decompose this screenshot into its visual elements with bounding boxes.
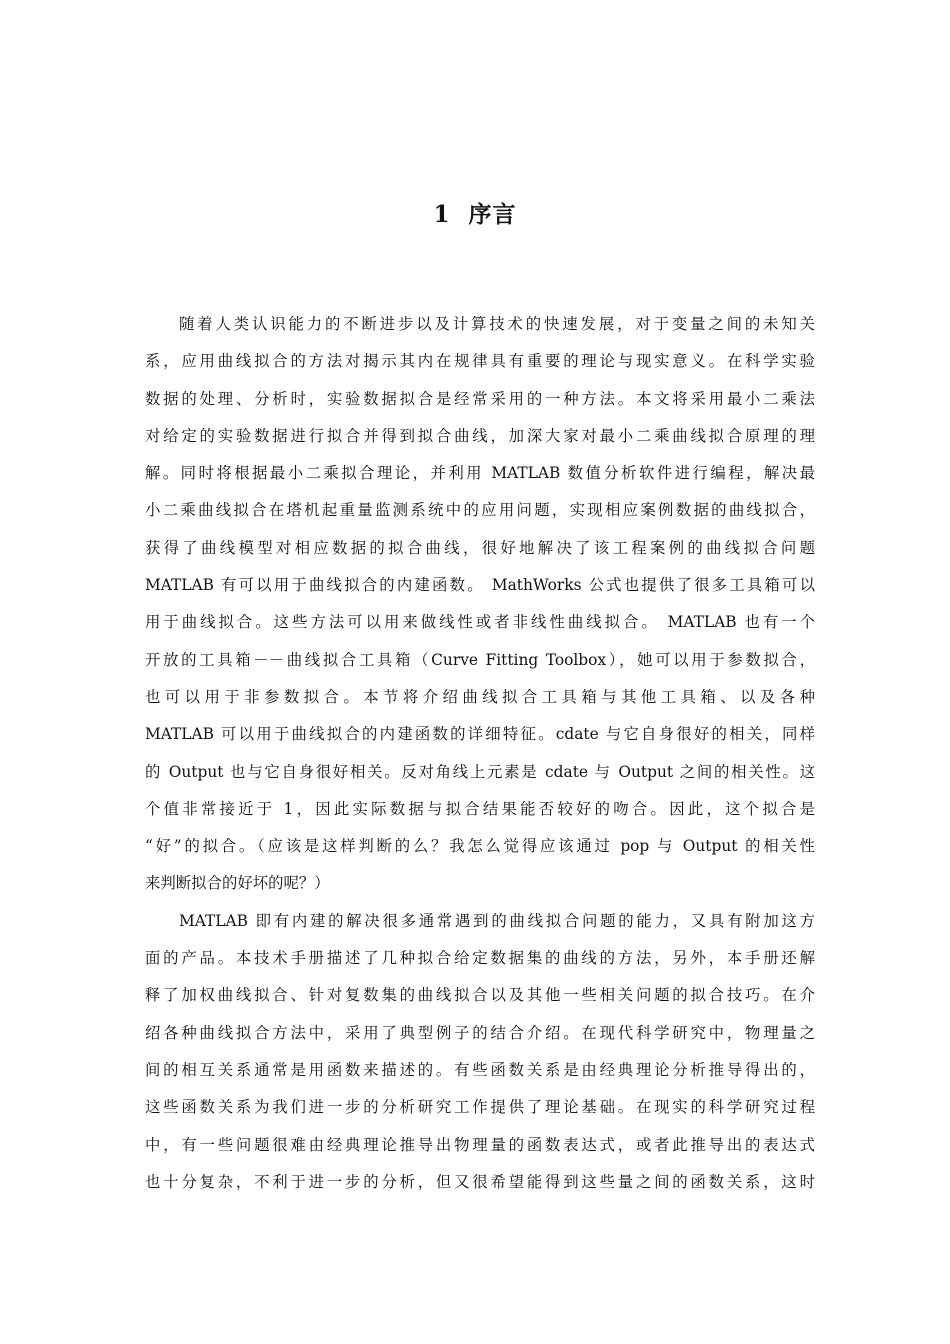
paragraph-line: 绍各种曲线拟合方法中，采用了典型例子的结合介绍。在现代科学研究中，物理量之 — [145, 1023, 815, 1042]
paragraph-line: 随着人类认识能力的不断进步以及计算技术的快速发展，对于变量之间的未知关 — [179, 315, 815, 333]
paragraph-line: 系，应用曲线拟合的方法对揭示其内在规律具有重要的理论与现实意义。在科学实验 — [145, 352, 815, 371]
paragraph-line: 解。同时将根据最小二乘拟合理论，并利用 MATLAB 数值分析软件进行编程，解决最 — [145, 464, 815, 483]
paragraph-line: 数据的处理、分析时，实验数据拟合是经常采用的一种方法。本文将采用最小二乘法 — [145, 389, 815, 408]
paragraph-line: 用于曲线拟合。这些方法可以用来做线性或者非线性曲线拟合。 MATLAB 也有一个 — [145, 613, 815, 632]
chapter-number: 1 — [433, 201, 451, 228]
paragraph-line: 来判断拟合的好坏的呢？） — [145, 874, 330, 893]
paragraph-line: MATLAB 即有内建的解决很多通常遇到的曲线拟合问题的能力，又具有附加这方 — [179, 911, 815, 930]
paragraph-line: “好”的拟合。（应该是这样判断的么？我怎么觉得应该通过 pop 与 Output 的相关性 — [145, 837, 815, 856]
body-text — [145, 306, 815, 1201]
paragraph-line: MATLAB 有可以用于曲线拟合的内建函数。 MathWorks 公式也提供了很多工具箱可以 — [145, 576, 815, 595]
paragraph-line: 的 Output 也与它自身很好相关。反对角线上元素是 cdate 与 Output 之间的相关性。这 — [145, 762, 815, 781]
paragraph-line: 对给定的实验数据进行拟合并得到拟合曲线，加深大家对最小二乘曲线拟合原理的理 — [145, 426, 815, 445]
paragraph-line: 中，有一些问题很难由经典理论推导出物理量的函数表达式，或者此推导出的表达式 — [145, 1135, 815, 1154]
paragraph-line: 面的产品。本技术手册描述了几种拟合给定数据集的曲线的方法，另外，本手册还解 — [145, 949, 815, 968]
paragraph-line: 这些函数关系为我们进一步的分析研究工作提供了理论基础。在现实的科学研究过程 — [145, 1098, 815, 1117]
paragraph-line: 释了加权曲线拟合、针对复数集的曲线拟合以及其他一些相关问题的拟合技巧。在介 — [145, 986, 815, 1005]
paragraph-line: 开放的工具箱－－曲线拟合工具箱（Curve Fitting Toolbox），她可以用于参数拟合， — [145, 650, 815, 669]
paragraph-line: MATLAB 可以用于曲线拟合的内建函数的详细特征。cdate 与它自身很好的相关，同样 — [145, 725, 815, 744]
paragraph-line: 间的相互关系通常是用函数来描述的。有些函数关系是由经典理论分析推导得出的， — [145, 1060, 815, 1079]
paragraph-line: 也十分复杂，不利于进一步的分析，但又很希望能得到这些量之间的函数关系，这时 — [145, 1172, 815, 1191]
paragraph-line: 也可以用于非参数拟合。本节将介绍曲线拟合工具箱与其他工具箱、以及各种 — [145, 687, 815, 706]
paragraph-line: 个值非常接近于 1，因此实际数据与拟合结果能否较好的吻合。因此，这个拟合是 — [145, 799, 815, 818]
paragraph-line: 小二乘曲线拟合在塔机起重量监测系统中的应用问题，实现相应案例数据的曲线拟合， — [145, 501, 815, 520]
chapter-heading — [0, 196, 950, 229]
chapter-title-text: 序言 — [468, 201, 517, 228]
paragraph-line: 获得了曲线模型对相应数据的拟合曲线，很好地解决了该工程案例的曲线拟合问题 — [145, 538, 815, 557]
